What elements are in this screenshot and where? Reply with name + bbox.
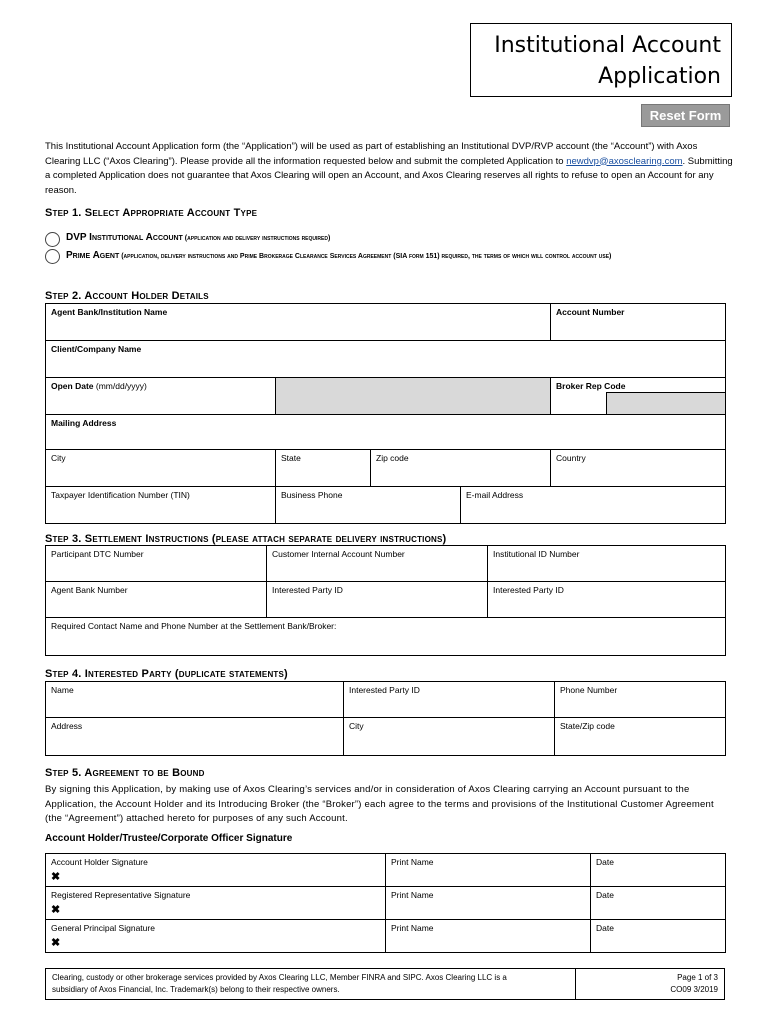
print-name-cell-3[interactable] <box>386 920 591 953</box>
email-cell[interactable] <box>461 487 726 524</box>
date-label-2: Date <box>596 890 614 900</box>
ip-state-zip-label: State/Zip code <box>560 721 615 731</box>
country-cell[interactable] <box>551 450 726 487</box>
step5-heading: Step 5. Agreement to be Bound <box>45 767 205 779</box>
customer-internal-cell[interactable] <box>267 546 488 582</box>
date-label-1: Date <box>596 857 614 867</box>
form-title-line2: Application <box>598 64 721 89</box>
print-name-cell-1[interactable] <box>386 854 591 887</box>
dvp-label-main: DVP Institutional Account <box>66 232 183 243</box>
form-title-line1: Institutional Account <box>494 33 721 58</box>
intro-text-start: This Institutional Account Application form (the “Application”) will be used as part of establishing an Institutional DVP/RVP account (the “Account”) with Axos Clearing LLC (“Axos Clearing”). Please provide all the information requested below and submit the completed Application to <box>45 141 698 167</box>
ip-name-label: Name <box>51 685 74 695</box>
city-cell[interactable] <box>46 450 276 487</box>
sign-here-icon: ✖ <box>51 904 61 916</box>
business-phone-cell[interactable] <box>276 487 461 524</box>
open-date-format: (mm/dd/yyyy) <box>95 381 147 391</box>
print-name-label-1: Print Name <box>391 857 434 867</box>
ip-id-cell[interactable] <box>344 682 555 718</box>
footer-line2: subsidiary of Axos Financial, Inc. Trademark(s) belong to their respective owners. <box>52 985 340 994</box>
sign-here-icon: ✖ <box>51 937 61 949</box>
institutional-id-label: Institutional ID Number <box>493 549 580 559</box>
form-code: CO09 3/2019 <box>670 985 718 994</box>
account-number-cell[interactable] <box>551 304 726 341</box>
prime-label <box>66 249 611 264</box>
prime-label-main: Prime Agent <box>66 250 120 261</box>
date-label-3: Date <box>596 923 614 933</box>
step1-heading: Step 1. Select Appropriate Account Type <box>45 207 258 219</box>
ip-phone-label: Phone Number <box>560 685 618 695</box>
sign-here-icon: ✖ <box>51 871 61 883</box>
registered-rep-signature-cell[interactable] <box>46 887 386 920</box>
dvp-radio[interactable] <box>45 232 60 247</box>
participant-dtc-cell[interactable] <box>46 546 267 582</box>
step4-heading: Step 4. Interested Party (duplicate statements) <box>45 668 288 680</box>
prime-radio[interactable] <box>45 249 60 264</box>
ip-name-cell[interactable] <box>46 682 344 718</box>
ip-id-label: Interested Party ID <box>349 685 420 695</box>
form-title <box>470 23 732 97</box>
open-date-cell[interactable] <box>46 378 276 415</box>
dvp-label-note: (application and delivery instructions required) <box>182 235 331 242</box>
date-cell-3[interactable] <box>591 920 726 953</box>
interested-party-id-cell-1[interactable] <box>267 582 488 618</box>
account-holder-signature-label: Account Holder Signature <box>51 857 148 867</box>
step2-heading: Step 2. Account Holder Details <box>45 290 209 302</box>
open-date-input[interactable] <box>276 378 551 415</box>
broker-rep-input[interactable] <box>606 392 726 414</box>
option-prime <box>45 249 730 264</box>
footer-page-info <box>576 969 724 999</box>
state-cell[interactable] <box>276 450 371 487</box>
business-phone-label: Business Phone <box>281 490 343 500</box>
mailing-address-label: Mailing Address <box>51 418 117 428</box>
step3-heading: Step 3. Settlement Instructions (please attach separate delivery instructions) <box>45 533 447 545</box>
state-label: State <box>281 453 301 463</box>
signature-table <box>45 853 726 953</box>
interested-party-id-cell-2[interactable] <box>488 582 726 618</box>
broker-rep-label: Broker Rep Code <box>556 381 626 391</box>
broker-rep-cell <box>551 378 626 415</box>
page-footer <box>45 968 725 1000</box>
intro-paragraph <box>45 140 735 198</box>
settlement-table <box>45 545 726 656</box>
interested-party-id-label-1: Interested Party ID <box>272 585 343 595</box>
ip-state-zip-cell[interactable] <box>555 718 726 756</box>
open-date-label: Open Date <box>51 381 94 391</box>
intro-text-end: . Submitting a completed Application does not guarantee that Axos Clearing will open an Account, and Axos Clearing reserves all rights to refuse to open an Account for any reason. <box>45 155 733 196</box>
agent-bank-number-cell[interactable] <box>46 582 267 618</box>
print-name-label-2: Print Name <box>391 890 434 900</box>
date-cell-1[interactable] <box>591 854 726 887</box>
prime-label-note: (application, delivery instructions and Prime Brokerage Clearance Services Agreement (SIA form 151) required, the terms of which will control account use) <box>119 253 612 260</box>
general-principal-signature-label: General Principal Signature <box>51 923 155 933</box>
zip-cell[interactable] <box>371 450 551 487</box>
ip-city-label: City <box>349 721 364 731</box>
customer-internal-label: Customer Internal Account Number <box>272 549 405 559</box>
client-company-cell[interactable] <box>46 341 726 378</box>
print-name-label-3: Print Name <box>391 923 434 933</box>
client-company-label: Client/Company Name <box>51 344 142 354</box>
registered-rep-signature-label: Registered Representative Signature <box>51 890 191 900</box>
tin-cell[interactable] <box>46 487 276 524</box>
account-holder-table <box>45 303 726 524</box>
footer-line1: Clearing, custody or other brokerage services provided by Axos Clearing LLC, Member FINRA and SIPC. Axos Clearing LLC is a <box>52 973 507 982</box>
participant-dtc-label: Participant DTC Number <box>51 549 144 559</box>
required-contact-label: Required Contact Name and Phone Number at the Settlement Bank/Broker: <box>51 621 337 631</box>
agreement-text: By signing this Application, by making use of Axos Clearing’s services and/or in consideration of Axos Clearing carrying an Account pursuant to the Application, the Account Holder and its Introducing Broker (the “Broker”) each agree to the terms and provisions of the Institutional Customer Agreement (the “Agreement”) attached hereto for purposes of any such Account. <box>45 784 714 824</box>
account-number-label: Account Number <box>556 307 625 317</box>
ip-address-label: Address <box>51 721 83 731</box>
general-principal-signature-cell[interactable] <box>46 920 386 953</box>
institutional-id-cell[interactable] <box>488 546 726 582</box>
page-number: Page 1 of 3 <box>677 973 718 982</box>
interested-party-id-label-2: Interested Party ID <box>493 585 564 595</box>
agent-bank-cell[interactable] <box>46 304 551 341</box>
signature-heading: Account Holder/Trustee/Corporate Officer Signature <box>45 833 293 844</box>
tin-label: Taxpayer Identification Number (TIN) <box>51 490 190 500</box>
option-dvp <box>45 232 330 247</box>
ip-city-cell[interactable] <box>344 718 555 756</box>
dvp-label <box>66 232 330 243</box>
mailing-address-cell[interactable] <box>46 415 726 450</box>
email-link[interactable]: newdvp@axosclearing.com <box>566 155 683 167</box>
agent-bank-label: Agent Bank/Institution Name <box>51 307 168 317</box>
zip-label: Zip code <box>376 453 409 463</box>
print-name-cell-2[interactable] <box>386 887 591 920</box>
date-cell-2[interactable] <box>591 887 726 920</box>
email-label: E-mail Address <box>466 490 524 500</box>
reset-form-button[interactable]: Reset Form <box>641 104 730 127</box>
interested-party-table <box>45 681 726 756</box>
city-label: City <box>51 453 66 463</box>
required-contact-cell[interactable] <box>46 618 726 656</box>
footer-disclaimer <box>46 969 576 999</box>
ip-phone-cell[interactable] <box>555 682 726 718</box>
agent-bank-number-label: Agent Bank Number <box>51 585 128 595</box>
country-label: Country <box>556 453 586 463</box>
ip-address-cell[interactable] <box>46 718 344 756</box>
account-holder-signature-cell[interactable] <box>46 854 386 887</box>
